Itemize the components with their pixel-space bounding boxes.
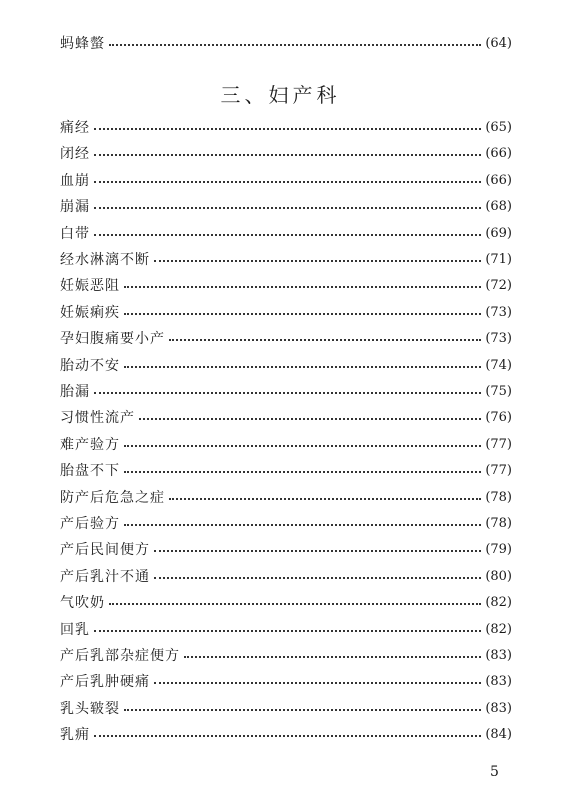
toc-entry-title: 蚂蜂螫 — [60, 36, 105, 52]
toc-entry-title: 产后乳部杂症便方 — [60, 648, 180, 664]
section-heading: 三、妇产科 — [220, 83, 341, 107]
toc-entry-title: 妊娠恶阻 — [60, 278, 120, 295]
toc-entry-title: 孕妇腹痛要小产 — [60, 331, 165, 348]
toc-entry — [60, 171, 512, 191]
toc-entry — [60, 646, 512, 666]
toc-entry-title: 气吹奶 — [60, 595, 105, 612]
toc-entry-page: (79) — [485, 542, 512, 558]
toc-dot-leader — [94, 735, 481, 737]
toc-entry-page: (71) — [485, 252, 512, 267]
toc-entry — [60, 34, 512, 54]
toc-dot-leader — [94, 234, 481, 236]
toc-dot-leader — [94, 207, 481, 209]
toc-entry-title: 习惯性流产 — [60, 410, 135, 427]
toc-entry-page: (68) — [485, 199, 512, 215]
toc-entry — [60, 567, 512, 587]
toc-entry-page: (76) — [485, 410, 512, 426]
toc-dot-leader — [124, 366, 481, 368]
toc-entry-title: 崩漏 — [60, 199, 90, 216]
toc-dot-leader — [169, 339, 481, 341]
toc-entry-title: 防产后危急之症 — [60, 489, 165, 506]
toc-dot-leader — [169, 498, 481, 500]
toc-entry — [60, 488, 512, 508]
toc-entry-page: (84) — [485, 727, 512, 743]
toc-entry-title: 回乳 — [60, 621, 90, 638]
toc-dot-leader — [124, 445, 481, 447]
toc-entry — [60, 435, 512, 455]
toc-entry-page: (80) — [485, 568, 512, 584]
toc-entry-title: 闭经 — [60, 146, 90, 163]
page-number: 5 — [490, 764, 499, 780]
toc-entry — [60, 672, 512, 692]
toc-entry-title: 乳头皲裂 — [60, 700, 120, 717]
toc-entry — [60, 725, 512, 745]
toc-entry-page: (64) — [485, 36, 512, 51]
toc-entry — [60, 593, 512, 613]
toc-dot-leader — [124, 471, 481, 473]
toc-entry-title: 产后验方 — [60, 516, 120, 532]
toc-dot-leader — [124, 286, 481, 288]
toc-entry-title: 妊娠痢疾 — [60, 304, 120, 321]
toc-dot-leader — [154, 550, 481, 552]
toc-dot-leader — [94, 154, 481, 156]
toc-entry-title: 痛经 — [60, 120, 90, 136]
toc-entry-page: (83) — [485, 648, 512, 663]
toc-entry-page: (72) — [485, 278, 512, 294]
toc-entry — [60, 382, 512, 402]
toc-entry-title: 难产验方 — [60, 436, 120, 453]
toc-entry-page: (65) — [485, 120, 512, 135]
toc-entry-title: 胎漏 — [60, 384, 90, 400]
toc-entry — [60, 276, 512, 296]
toc-entry — [60, 144, 512, 164]
toc-dot-leader — [139, 418, 481, 420]
toc-entry-page: (77) — [485, 436, 512, 452]
toc-entry-page: (74) — [485, 357, 512, 373]
toc-entry-title: 胎盘不下 — [60, 463, 120, 480]
toc-entry — [60, 356, 512, 376]
toc-entry-page: (66) — [485, 146, 512, 162]
toc-dot-leader — [124, 709, 481, 711]
toc-entry-page: (77) — [485, 463, 512, 479]
toc-dot-leader — [94, 392, 481, 394]
toc-entry — [60, 250, 512, 270]
toc-dot-leader — [154, 682, 481, 684]
toc-entry — [60, 408, 512, 428]
toc-dot-leader — [124, 313, 481, 315]
toc-entry — [60, 620, 512, 640]
toc-entry — [60, 118, 512, 138]
toc-entry-page: (69) — [485, 225, 512, 241]
toc-entry-title: 胎动不安 — [60, 357, 120, 374]
toc-dot-leader — [94, 630, 481, 632]
toc-dot-leader — [94, 181, 481, 183]
toc-entry-page: (75) — [485, 384, 512, 399]
toc-entry-title: 经水淋漓不断 — [60, 252, 150, 268]
toc-dot-leader — [109, 603, 481, 605]
toc-entry-page: (83) — [485, 700, 512, 716]
toc-entry-title: 产后乳肿硬痛 — [60, 674, 150, 691]
toc-entry-title: 产后乳汁不通 — [60, 568, 150, 585]
toc-dot-leader — [124, 524, 481, 526]
toc-entry-page: (66) — [485, 172, 512, 188]
toc-dot-leader — [109, 44, 481, 46]
toc-entry-title: 白带 — [60, 225, 90, 242]
toc-entry-page: (83) — [485, 674, 512, 690]
toc-entry — [60, 303, 512, 323]
toc-entry-page: (73) — [485, 304, 512, 320]
toc-entry-title: 产后民间便方 — [60, 542, 150, 559]
toc-dot-leader — [154, 577, 481, 579]
toc-entry-page: (73) — [485, 331, 512, 347]
toc-entry-page: (82) — [485, 621, 512, 637]
toc-entry-page: (78) — [485, 489, 512, 505]
toc-entry-page: (78) — [485, 516, 512, 531]
toc-entry-title: 血崩 — [60, 172, 90, 189]
toc-entry — [60, 224, 512, 244]
toc-entry — [60, 540, 512, 560]
toc-dot-leader — [94, 128, 481, 130]
toc-entry-title: 乳痈 — [60, 727, 90, 744]
toc-dot-leader — [154, 260, 481, 262]
toc-entry — [60, 699, 512, 719]
toc-entry — [60, 329, 512, 349]
toc-entry — [60, 197, 512, 217]
toc-entry — [60, 461, 512, 481]
toc-entry — [60, 514, 512, 534]
toc-dot-leader — [184, 656, 481, 658]
toc-entry-page: (82) — [485, 595, 512, 611]
